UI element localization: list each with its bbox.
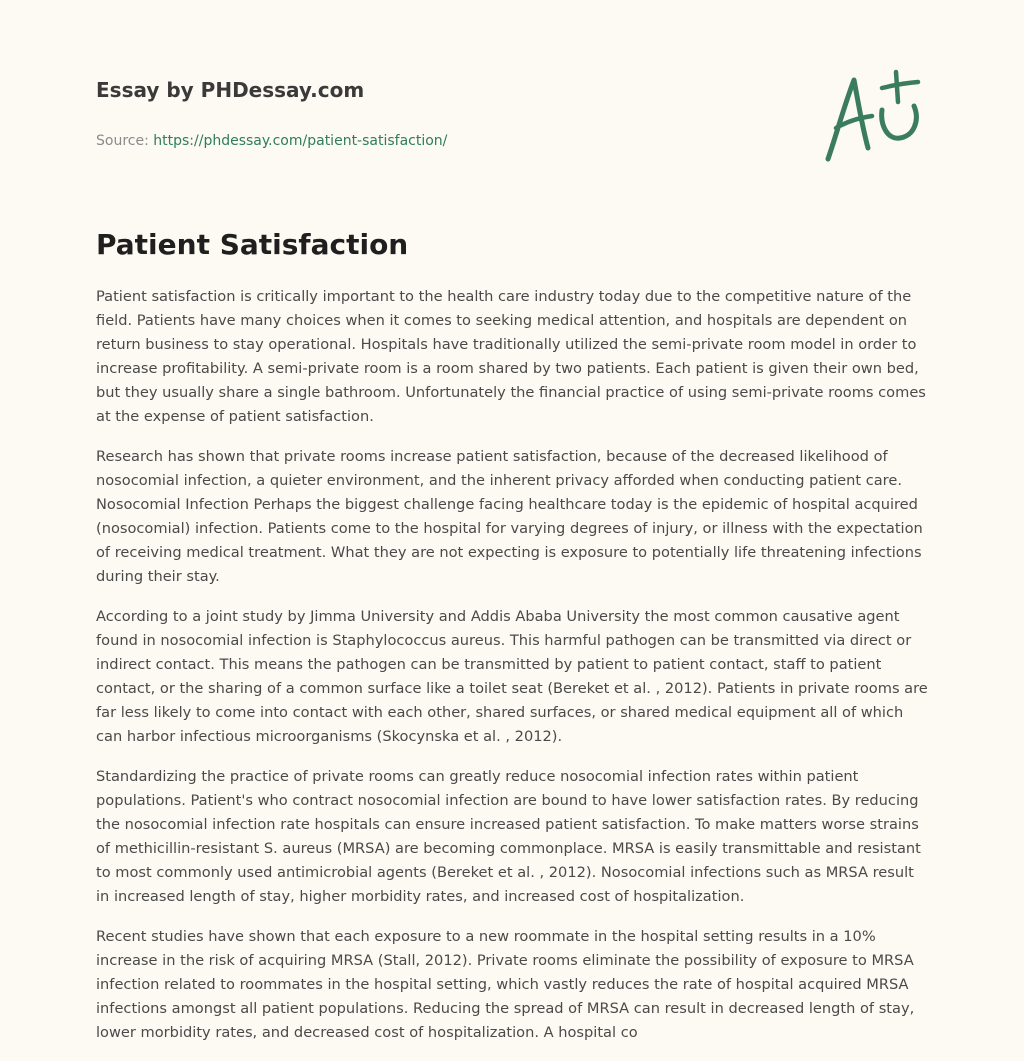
essay-title: Patient Satisfaction [96,228,409,261]
essay-body [96,285,930,1061]
page-header [96,74,696,151]
a-plus-logo-icon [818,66,930,166]
source-line [96,131,696,151]
site-title: Essay by PHDessay.com [96,78,365,102]
source-label: Source: [96,133,149,149]
essay-paragraph: Patient satisfaction is critically important to the health care industry today due to the competitive nature of the field. Patients have many choices when it comes to seeking medical attention, and hospitals are dependent on return business to stay operational. Hospitals have traditionally utilized the semi-private room model in order to increase profitability. A semi-private room is a room shared by two patients. Each patient is given their own bed, but they usually share a single bathroom. Unfortunately the financial practice of using semi-private rooms comes at the expense of patient satisfaction. [96,288,926,425]
essay-paragraph: According to a joint study by Jimma University and Addis Ababa University the most common causative agent found in nosocomial infection is Staphylococcus aureus. This harmful pathogen can be transmitted via direct or indirect contact. This means the pathogen can be transmitted by patient to patient contact, staff to patient contact, or the sharing of a common surface like a toilet seat (Bereket et al. , 2012). Patients in private rooms are far less likely to come into contact with each other, shared surfaces, or shared medical equipment all of which can harbor infectious microorganisms (Skocynska et al. , 2012). [96,608,928,745]
source-link[interactable]: https://phdessay.com/patient-satisfaction/ [153,133,448,149]
essay-paragraph: Research has shown that private rooms increase patient satisfaction, because of the decreased likelihood of nosocomial infection, a quieter environment, and the inherent privacy afforded when conducting patient care. Nosocomial Infection Perhaps the biggest challenge facing healthcare today is the epidemic of hospital acquired (nosocomial) infection. Patients come to the hospital for varying degrees of injury, or illness with the expectation of receiving medical treatment. What they are not expecting is exposure to potentially life threatening infections during their stay. [96,448,923,585]
essay-paragraph: Recent studies have shown that each exposure to a new roommate in the hospital setting results in a 10% increase in the risk of acquiring MRSA (Stall, 2012). Private rooms eliminate the possibility of exposure to MRSA infection related to roommates in the hospital setting, which vastly reduces the rate of hospital acquired MRSA infections amongst all patient populations. Reducing the spread of MRSA can result in decreased length of stay, lower morbidity rates, and decreased cost of hospitalization. A hospital co [96,928,915,1041]
essay-paragraph: Standardizing the practice of private rooms can greatly reduce nosocomial infection rates within patient populations. Patient's who contract nosocomial infection are bound to have lower satisfaction rates. By reducing the nosocomial infection rate hospitals can ensure increased patient satisfaction. To make matters worse strains of methicillin-resistant S. aureus (MRSA) are becoming commonplace. MRSA is easily transmittable and resistant to most commonly used antimicrobial agents (Bereket et al. , 2012). Nosocomial infections such as MRSA result in increased length of stay, higher morbidity rates, and increased cost of hospitalization. [96,768,921,905]
